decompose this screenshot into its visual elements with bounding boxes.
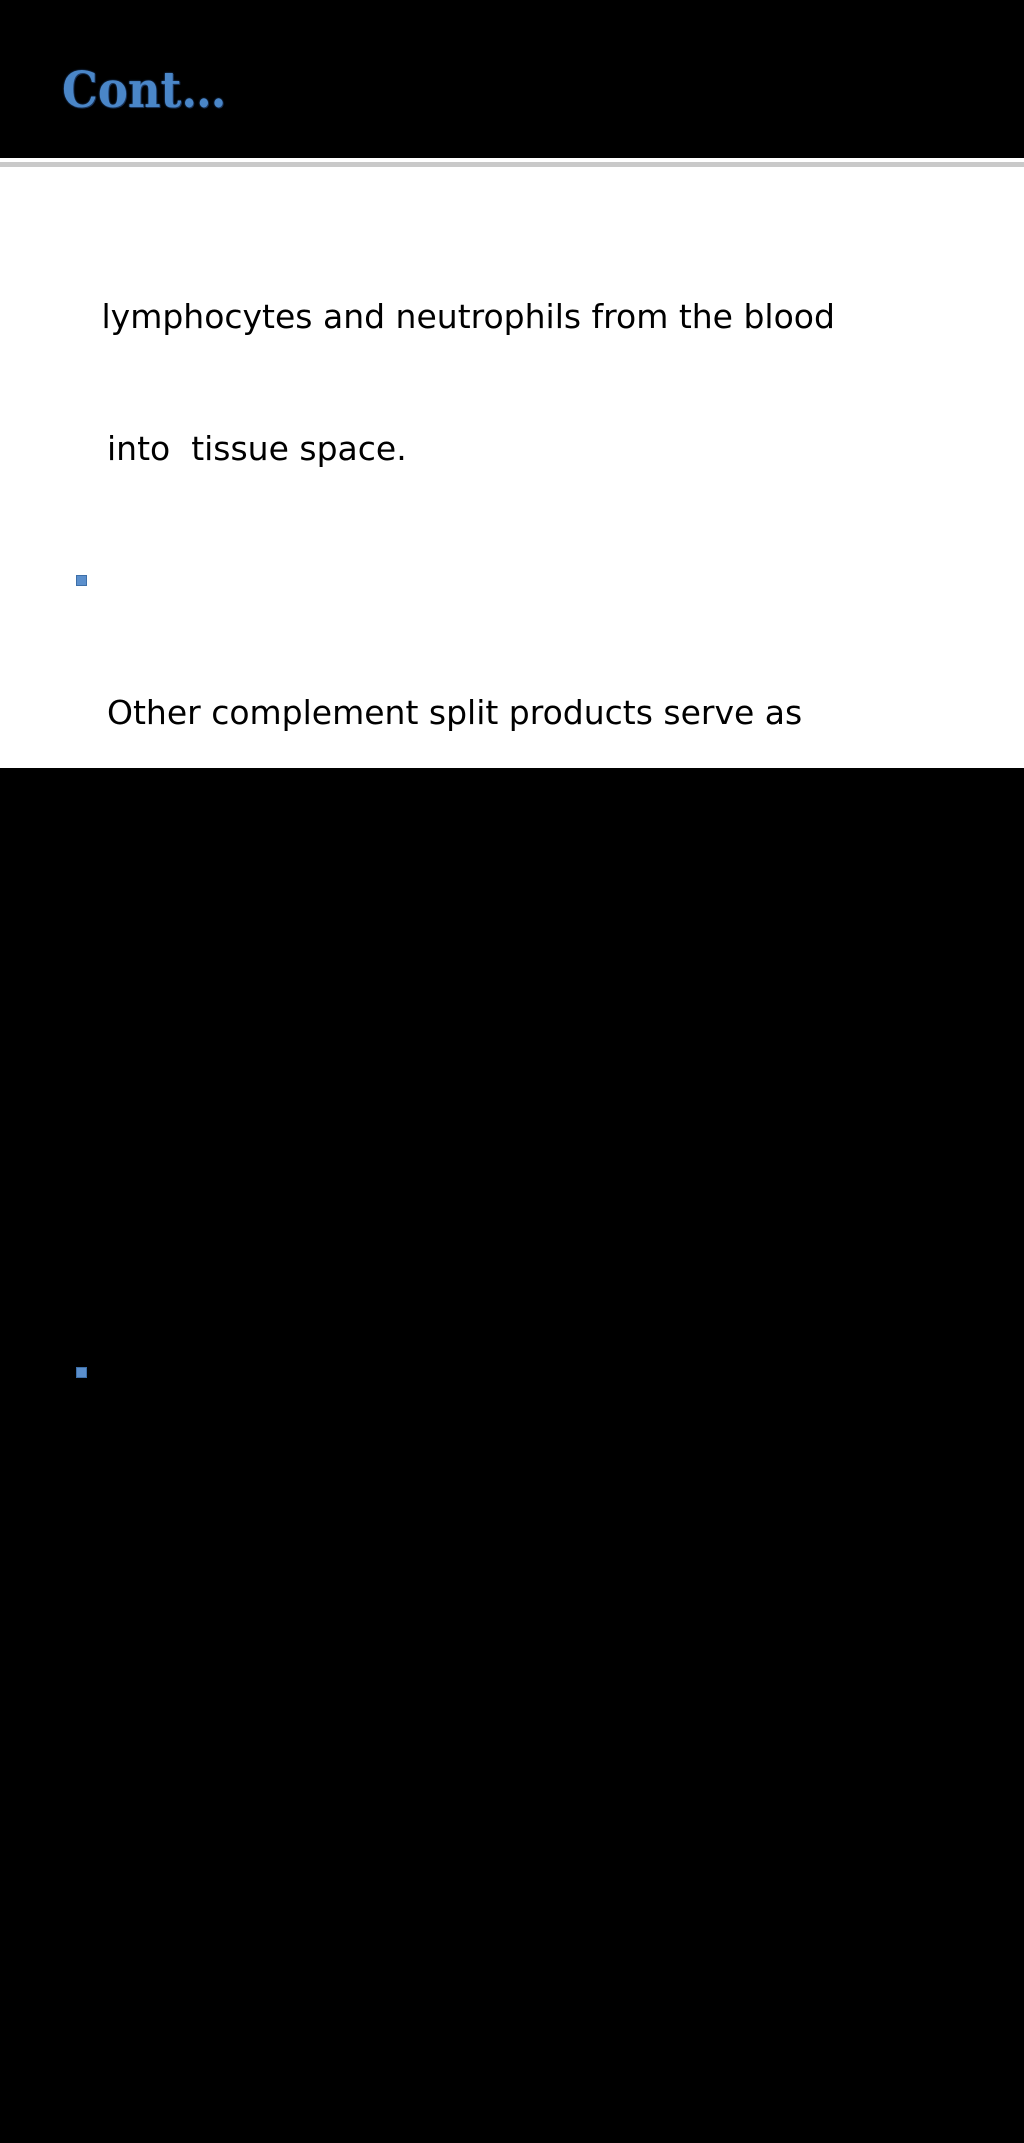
content-area <box>0 167 1024 2052</box>
bullet-item-antibody-toxin <box>0 1351 1024 2143</box>
bullet-2-line-3: complexes are then cleared by phagocytic <box>107 1749 808 1788</box>
bullet-1-line-2: chemotactic factors for neutrophils and <box>107 825 760 864</box>
bullet-item-complement-split-products <box>0 559 1024 1351</box>
title-band <box>0 0 1024 158</box>
bullet-2-line-1: Antibody to a bacteria toxin may bind to the <box>107 1485 840 1524</box>
square-bullet-icon <box>76 1367 87 1378</box>
bullet-1-line-3: macrophages, thereby contributing to the <box>107 957 800 996</box>
bullet-1-line-1: Other complement split products serve as <box>107 693 803 732</box>
bullet-2-line-4: cells in the same manner as any other antigen <box>107 1881 879 1920</box>
slide-title: Cont… <box>62 60 227 119</box>
bullet-1-line-5: infection. <box>107 1221 261 1260</box>
bullet-2-line-2: toxin and neutralize it, the antibody-toxin <box>107 1617 793 1656</box>
bullet-2-line-5: antibody complex. <box>107 2013 413 2052</box>
square-bullet-icon <box>76 575 87 586</box>
continuation-paragraph <box>0 207 1024 559</box>
continuation-line-1: lymphocytes and neutrophils from the blood <box>91 297 835 336</box>
continuation-line-2: into tissue space. <box>107 429 407 468</box>
bullet-1-line-4: buildup of phagocytic cells at the site of <box>107 1089 770 1128</box>
body-text <box>0 207 1024 2143</box>
